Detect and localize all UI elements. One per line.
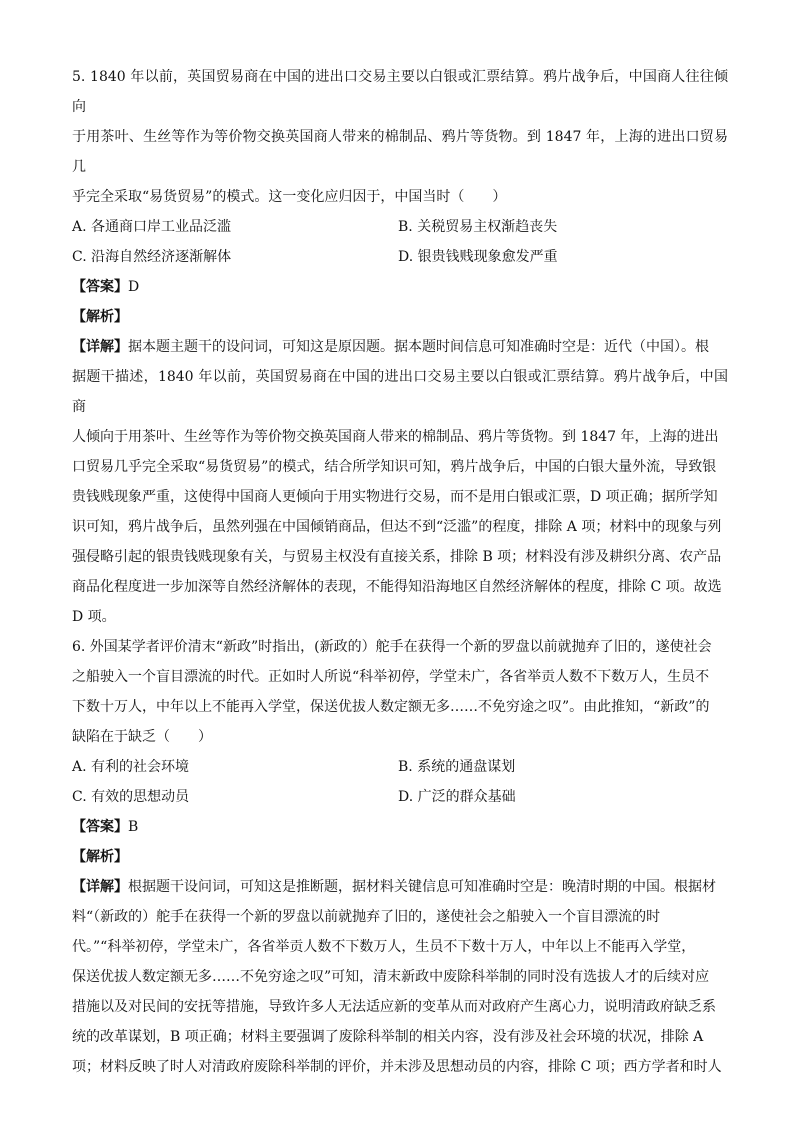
q5-detail-text-1: 据本题主题干的设问词，可知这是原因题。据本题时间信息可知准确时空是：近代（中国）。根 xyxy=(128,339,709,355)
q6-options xyxy=(72,752,728,812)
q5-detail-line-1 xyxy=(72,332,728,362)
question-6 xyxy=(72,632,728,1082)
q5-stem-line-1: 5. 1840 年以前，英国贸易商在中国的进出口交易主要以白银或汇票结算。鸦片战争后，中国商人往往倾向 xyxy=(72,69,728,115)
q5-detail-line-5: 贵钱贱现象严重，这使得中国商人更倾向于用实物进行交易，而不是用白银或汇票，D 项正确；据所学知 xyxy=(72,489,718,505)
q5-detail-line-2: 据题干描述，1840 年以前，英国贸易商在中国的进出口交易主要以白银或汇票结算。鸦片战争后，中国商 xyxy=(72,369,728,415)
q6-option-c: C. 有效的思想动员 xyxy=(72,789,190,805)
q6-detail-line-3: 代。”“科举初停，学堂未广，各省举贡人数不下数万人，生员不下数十万人，中年以上不能再入学堂， xyxy=(72,939,696,955)
q6-option-b: B. 系统的通盘谋划 xyxy=(398,759,516,775)
q6-detail-line-6: 统的改革谋划，B 项正确；材料主要强调了废除科举制的相关内容，没有涉及社会环境的状况，排除 A xyxy=(72,1029,704,1045)
q6-detail-text-1: 根据题干设问词，可知这是推断题，据材料关键信息可知准确时空是：晚清时期的中国。根据材 xyxy=(128,879,716,895)
q5-options xyxy=(72,212,728,272)
q5-detail-line-3: 人倾向于用茶叶、生丝等作为等价物交换英国商人带来的棉制品、鸦片等货物。到 1847 年，上海的进出 xyxy=(72,429,719,445)
q6-detail-line-7: 项；材料反映了时人对清政府废除科举制的评价，并未涉及思想动员的内容，排除 C 项；西方学者和时人 xyxy=(72,1059,722,1075)
q6-detail-line-5: 措施以及对民间的安抚等措施，导致许多人无法适应新的变革从而对政府产生离心力，说明清政府缺乏系 xyxy=(72,999,716,1015)
q6-answer-tag: 【答案】 xyxy=(72,819,128,835)
q5-detail-line-7: 强侵略引起的银贵钱贱现象有关，与贸易主权没有直接关系，排除 B 项；材料没有涉及耕织分离、农产品 xyxy=(72,549,722,565)
q6-stem-line-4: 缺陷在于缺乏（ ） xyxy=(72,729,212,745)
q6-answer-value: B xyxy=(128,819,139,835)
q5-detail-tag: 【详解】 xyxy=(72,339,128,355)
q5-option-c: C. 沿海自然经济逐渐解体 xyxy=(72,249,232,265)
q6-detail-line-4: 保送优拔人数定额无多……不免穷途之叹”可知，清末新政中废除科举制的同时没有选拔人才的后续对应 xyxy=(72,969,710,985)
q5-detail-line-9: D 项。 xyxy=(72,609,116,625)
q6-answer xyxy=(72,812,728,842)
q6-option-d: D. 广泛的群众基础 xyxy=(398,789,516,805)
question-5 xyxy=(72,62,728,632)
q5-stem-line-2: 于用茶叶、生丝等作为等价物交换英国商人带来的棉制品、鸦片等货物。到 1847 年，上海的进出口贸易几 xyxy=(72,129,728,175)
q6-stem-line-2: 之船驶入一个盲目漂流的时代。正如时人所说“科举初停，学堂未广，各省举贡人数不下数万人，生员不 xyxy=(72,669,710,685)
q5-analysis-tag: 【解析】 xyxy=(72,309,128,325)
q5-detail-line-4: 口贸易几乎完全采取“易货贸易”的模式，结合所学知识可知，鸦片战争后，中国的白银大量外流，导致银 xyxy=(72,459,717,475)
q6-analysis-tag: 【解析】 xyxy=(72,849,128,865)
q5-answer xyxy=(72,272,728,302)
q6-stem-line-1: 6. 外国某学者评价清末“新政”时指出，(新政的）舵手在获得一个新的罗盘以前就抛弃了旧的，遂使社会 xyxy=(72,639,712,655)
q5-stem-line-3: 乎完全采取“易货贸易”的模式。这一变化应归因于，中国当时（ ） xyxy=(72,189,507,205)
q5-option-d: D. 银贵钱贱现象愈发严重 xyxy=(398,249,558,265)
q6-stem-line-3: 下数十万人，中年以上不能再入学堂，保送优拔人数定额无多……不免穷途之叹”。由此推知，“新政”的 xyxy=(72,699,710,715)
q5-detail-line-6: 识可知，鸦片战争后，虽然列强在中国倾销商品，但达不到“泛滥”的程度，排除 A 项；材料中的现象与列 xyxy=(72,519,722,535)
q5-option-b: B. 关税贸易主权渐趋丧失 xyxy=(398,219,558,235)
q5-answer-tag: 【答案】 xyxy=(72,279,128,295)
q6-option-a: A. 有利的社会环境 xyxy=(72,759,190,775)
q6-detail-tag: 【详解】 xyxy=(72,879,128,895)
q6-detail-line-2: 料“（新政的）舵手在获得一个新的罗盘以前就抛弃了旧的，遂使社会之船驶入一个盲目漂流的时 xyxy=(72,909,661,925)
q5-answer-value: D xyxy=(128,279,140,295)
q6-detail-line-1 xyxy=(72,872,728,902)
q5-option-a: A. 各通商口岸工业品泛滥 xyxy=(72,219,232,235)
q5-detail-line-8: 商品化程度进一步加深等自然经济解体的表现，不能得知沿海地区自然经济解体的程度，排除 C 项。故选 xyxy=(72,579,722,595)
